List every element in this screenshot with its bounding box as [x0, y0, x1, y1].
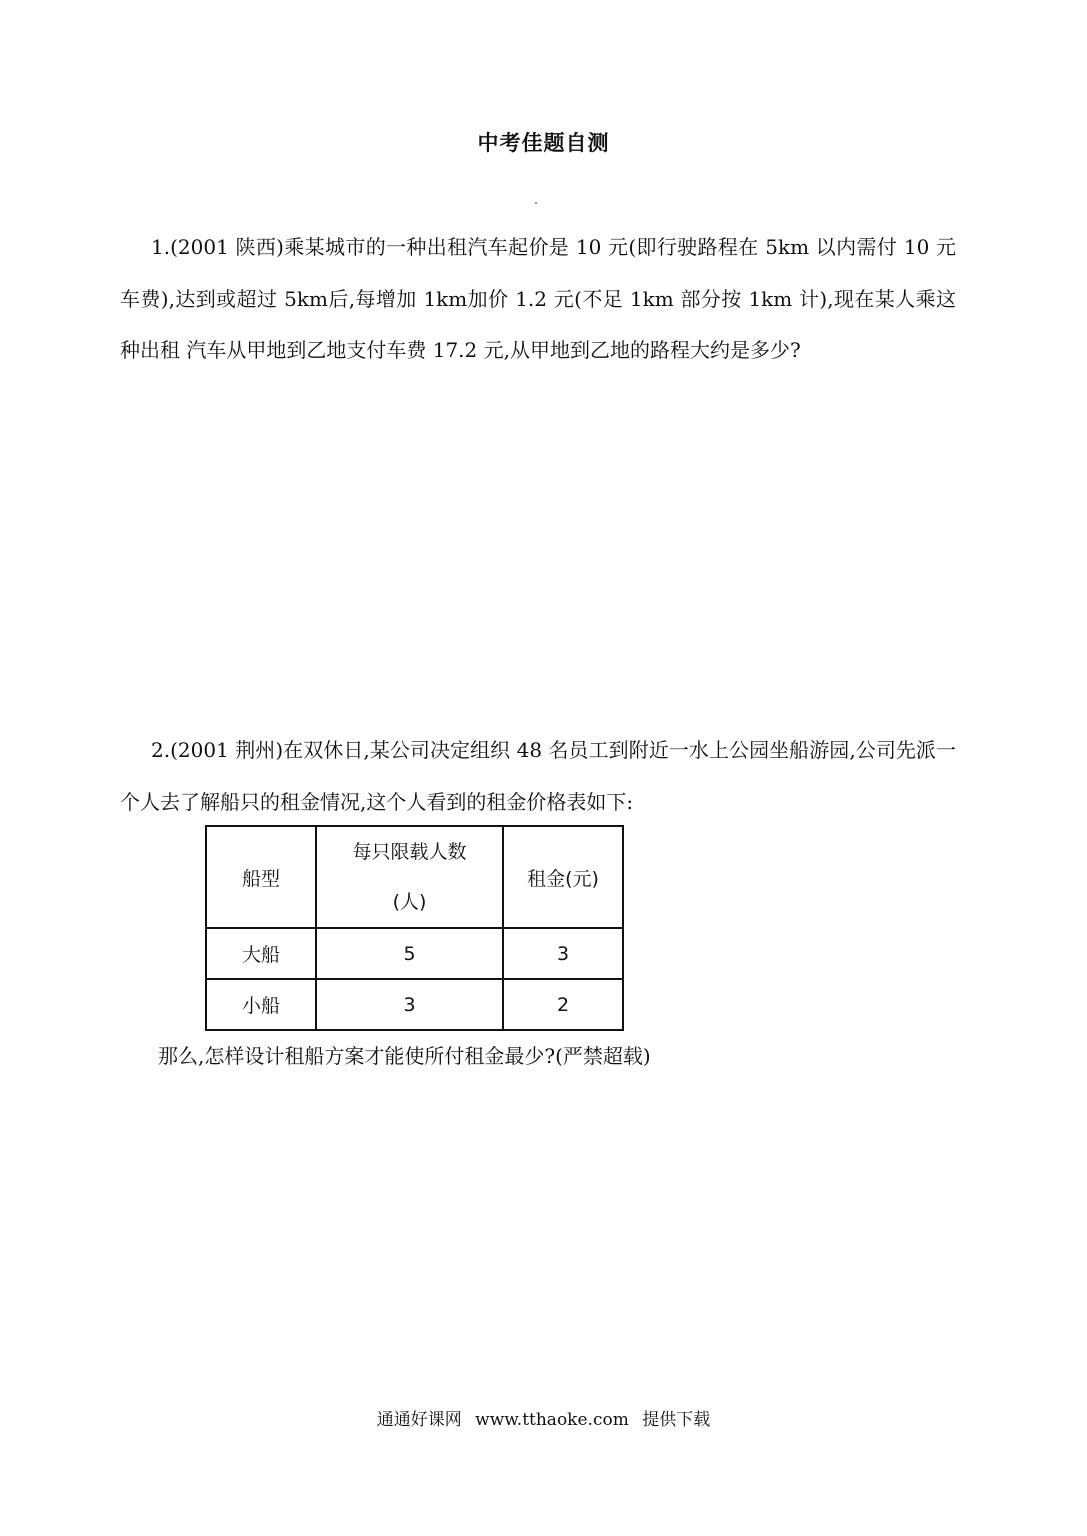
header-boat-type: 船型 — [206, 826, 316, 928]
question-2-follow-up: 那么,怎样设计租船方案才能使所付租金最少?(严禁超载) — [158, 1044, 651, 1068]
table-row — [206, 979, 623, 1030]
question-1-number: 1. — [151, 235, 171, 259]
footer-suffix: 提供下载 — [642, 1410, 711, 1430]
rental-price-table — [205, 825, 624, 1031]
page-title: 中考佳题自测 — [477, 130, 610, 155]
footer-url: www.tthaoke.com — [475, 1410, 629, 1430]
question-2 — [120, 725, 956, 828]
header-rent: 租金(元) — [503, 826, 623, 928]
cell-boat-type: 大船 — [206, 928, 316, 979]
question-1-text: (2001 陕西)乘某城市的一种出租汽车起价是 10 元(即行驶路程在 5km 以内需付 10 元车费),达到或超过 5km后,每增加 1km加价 1.2 元(不足 1km 部分按 1km 计),现在某人乘这种出租 汽车从甲地到乙地支付车费 17.2 元,从甲地到乙地的路程大约是多少? — [120, 235, 956, 362]
page-footer — [0, 1407, 1087, 1433]
cell-rent: 2 — [503, 979, 623, 1030]
table-row — [206, 928, 623, 979]
cell-capacity: 3 — [316, 979, 503, 1030]
header-capacity — [316, 826, 503, 928]
footer-site-name: 通通好课网 — [376, 1410, 462, 1430]
cell-rent: 3 — [503, 928, 623, 979]
table-header-row — [206, 826, 623, 928]
question-2-text: (2001 荆州)在双休日,某公司决定组织 48 名员工到附近一水上公园坐船游园,公司先派一个人去了解船只的租金情况,这个人看到的租金价格表如下: — [120, 738, 956, 814]
question-2-number: 2. — [151, 738, 171, 762]
scan-dot — [535, 202, 537, 204]
header-capacity-line2: (人) — [392, 891, 427, 913]
header-capacity-line1: 每只限载人数 — [352, 841, 467, 863]
cell-boat-type: 小船 — [206, 979, 316, 1030]
cell-capacity: 5 — [316, 928, 503, 979]
question-1 — [120, 222, 956, 377]
